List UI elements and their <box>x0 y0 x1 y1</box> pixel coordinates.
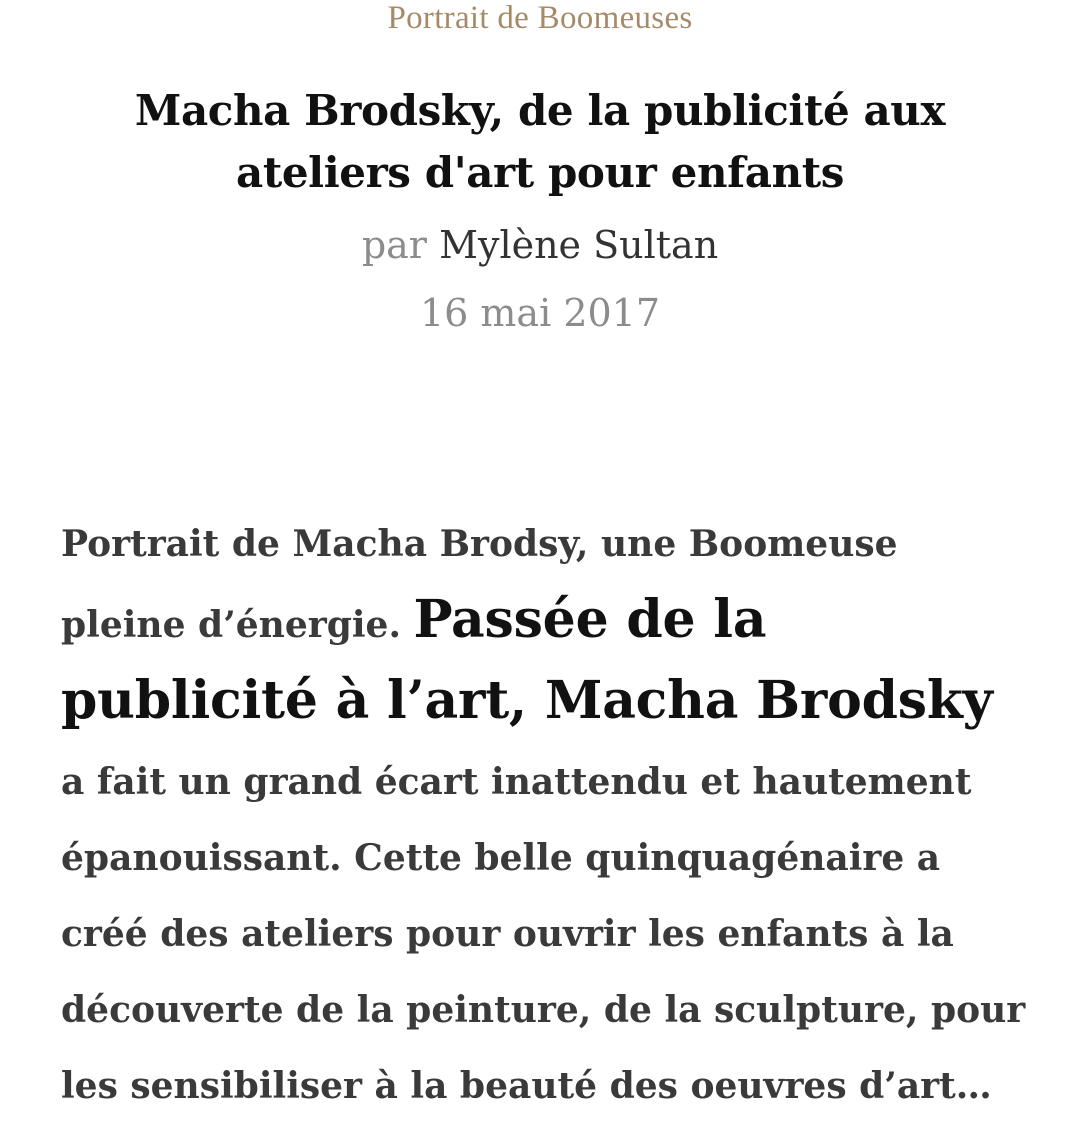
byline-prefix: par <box>361 223 427 267</box>
article-category-link[interactable]: Portrait de Boomeuses <box>387 0 693 36</box>
article-header <box>0 0 1080 338</box>
lead-highlight: Passée de la publicité à l’art, Macha Brodsky <box>61 589 993 731</box>
article-lead <box>61 506 1028 1124</box>
lead-intro: Portrait de Macha Brodsy, une Boomeuse pleine d’énergie. <box>61 523 898 646</box>
publish-date: 16 mai 2017 <box>419 291 661 335</box>
byline <box>0 220 1080 270</box>
author-link[interactable]: Mylène Sultan <box>439 223 719 267</box>
article-title: Macha Brodsky, de la publicité aux ateliers d'art pour enfants <box>134 86 946 197</box>
lead-rest: a fait un grand écart inattendu et hautement épanouissant. Cette belle quinquagénaire a créé des ateliers pour ouvrir les enfants à la découverte de la peinture, de la sculpture, pour les sensibiliser à la beauté des oeuvres d’art… <box>61 761 1026 1107</box>
